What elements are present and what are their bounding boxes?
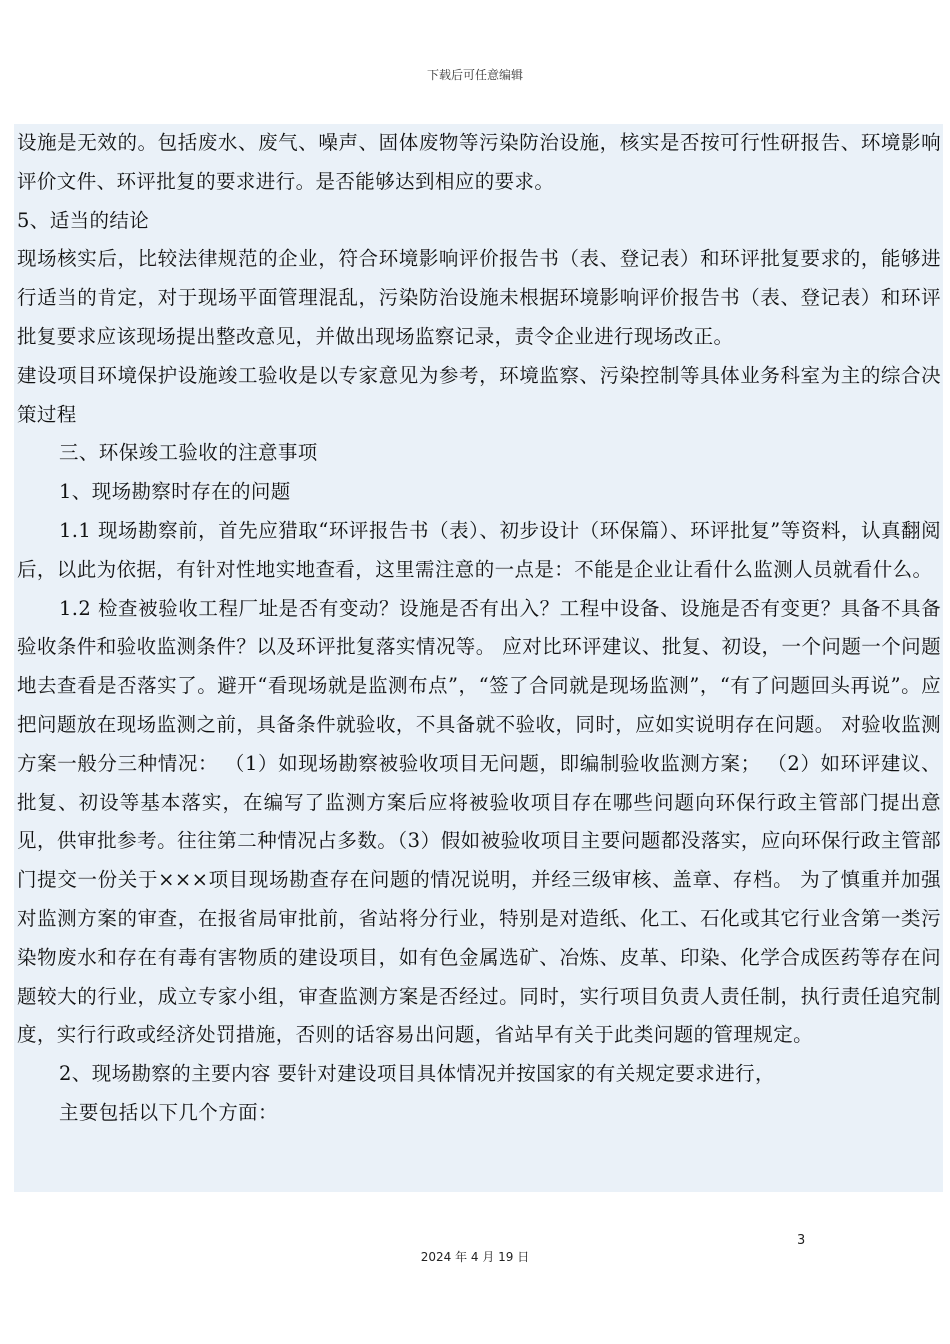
paragraph: 建设项目环境保护设施竣工验收是以专家意见为参考，环境监察、污染控制等具体业务科室为主的综合决策过程 bbox=[17, 363, 941, 426]
section-heading: 三、环保竣工验收的注意事项 bbox=[59, 441, 318, 465]
section-heading: 5、适当的结论 bbox=[17, 208, 150, 232]
subsection-heading: 1、现场勘察时存在的问题 bbox=[59, 480, 291, 504]
paragraph: 主要包括以下几个方面： bbox=[59, 1100, 278, 1124]
paragraph: 1.1 现场勘察前，首先应猎取“环评报告书（表）、初步设计（环保篇）、环评批复”等资料，认真翻阅后，以此为依据，有针对性地实地查看，这里需注意的一点是：不能是企业让看什么监测人员就看什么。 bbox=[17, 518, 941, 581]
paragraph: 现场核实后，比较法律规范的企业，符合环境影响评价报告书（表、登记表）和环评批复要求的，能够进行适当的肯定，对于现场平面管理混乱，污染防治设施未根据环境影响评价报告书（表、登记表）和环评批复要求应该现场提出整改意见，并做出现场监察记录，责令企业进行现场改正。 bbox=[17, 247, 941, 348]
page-number: 3 bbox=[797, 1233, 806, 1248]
paragraph: 1.2 检查被验收工程厂址是否有变动？设施是否有出入？工程中设备、设施是否有变更？具备不具备验收条件和验收监测条件？以及环评批复落实情况等。 应对比环评建议、批复、初设，一个问题一个问题地去查看是否落实了。避开“看现场就是监测布点”，“签了合同就是现场监测”，“有了问题回头再说”。应把问题放在现场监测之前，具备条件就验收，不具备就不验收，同时，应如实说明存在问题。 对验收监测方案一般分三种情况： （1）如现场勘察被验收项目无问题，即编制验收监测方案； （2）如环评建议、批复、初设等基本落实，在编写了监测方案后应将被验收项目存在哪些问题向环保行政主管部门提出意见，供审批参考。往往第二种情况占多数。（3）假如被验收项目主要问题都没落实，应向环保行政主管部门提交一份关于×××项目现场勘查存在问题的情况说明，并经三级审核、盖章、存档。 为了慎重并加强对监测方案的审查，在报省局审批前，省站将分行业，特别是对造纸、化工、石化或其它行业含第一类污染物废水和存在有毒有害物质的建设项目，如有色金属选矿、冶炼、皮革、印染、化学合成医药等存在问题较大的行业，成立专家小组，审查监测方案是否经过。同时，实行项目负责人责任制，执行责任追究制度，实行行政或经济处罚措施，否则的话容易出问题，省站早有关于此类问题的管理规定。 bbox=[17, 596, 941, 1047]
paragraph: 2、现场勘察的主要内容 要针对建设项目具体情况并按国家的有关规定要求进行， bbox=[59, 1062, 775, 1086]
paragraph: 设施是无效的。包括废水、废气、噪声、固体废物等污染防治设施，核实是否按可行性研报告、环境影响评价文件、环评批复的要求进行。是否能够达到相应的要求。 bbox=[17, 131, 941, 193]
document-body bbox=[14, 124, 943, 1192]
header-note: 下载后可任意编辑 bbox=[426, 68, 523, 82]
footer-date: 2024 年 4 月 19 日 bbox=[420, 1250, 530, 1264]
